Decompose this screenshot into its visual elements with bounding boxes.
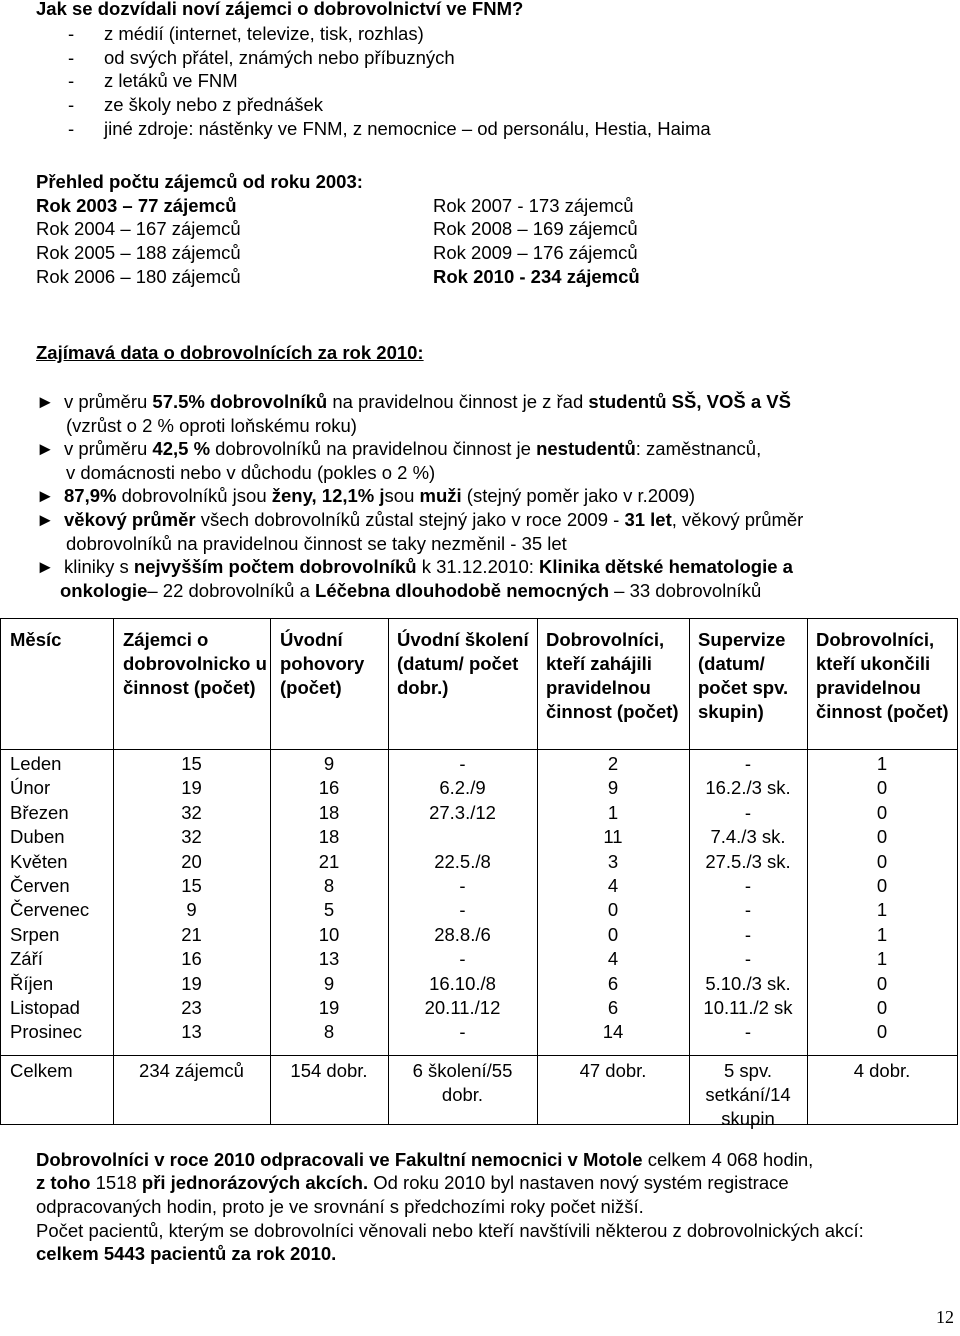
overview-year: Rok 2007 - 173 zájemců <box>433 195 634 216</box>
table-total-cell: dobr. <box>441 1084 484 1105</box>
overview-year: Rok 2005 – 188 zájemců <box>36 242 241 263</box>
table-cell: - <box>459 899 466 921</box>
footer-line-4: Počet pacientů, kterým se dobrovolníci věnovali nebo kteří navštívili některou z dobrovolnických akcí: <box>36 1220 864 1241</box>
table-cell: 13 <box>181 1021 202 1043</box>
fact-bullet-2-line2: v domácnosti nebo v důchodu (pokles o 2 %) <box>66 462 436 483</box>
table-cell: 0 <box>876 826 888 848</box>
fact-bullet-2: ► v průměru 42,5 % dobrovolníků na pravidelnou činnost je nestudentů: zaměstnanců, <box>36 438 762 459</box>
fact-bullet-4-line2: dobrovolníků na pravidelnou činnost se taky nezměnil - 35 let <box>66 533 567 554</box>
table-cell: 0 <box>876 850 888 872</box>
table-cell: 32 <box>181 801 202 823</box>
table-total-cell: 4 dobr. <box>853 1060 911 1081</box>
list-item: - <box>68 94 75 115</box>
table-cell: 10 <box>318 923 340 945</box>
table-cell: 16 <box>181 948 202 970</box>
table-cell: - <box>744 1021 752 1043</box>
table-cell: 5.10./3 sk. <box>705 972 791 994</box>
fact-bullet-5: ► kliniky s nejvyšším počtem dobrovolníků k 31.12.2010: Klinika dětské hematologie a <box>36 556 793 577</box>
table-total-cell: skupin <box>721 1108 775 1129</box>
table-row-month: Únor <box>10 777 51 799</box>
table-total-cell: 47 dobr. <box>579 1060 647 1081</box>
table-cell: - <box>744 923 752 945</box>
arrow-right-icon: ► <box>36 509 55 530</box>
table-cell: 21 <box>181 923 202 945</box>
table-cell: 5 <box>323 899 335 921</box>
table-cell: - <box>744 875 752 896</box>
table-row-month: Červenec <box>10 899 90 921</box>
table-cell: - <box>459 875 466 896</box>
table-cell: 3 <box>607 850 619 872</box>
overview-year: Rok 2004 – 167 zájemců <box>36 218 241 239</box>
fact-bullet-1-line2: (vzrůst o 2 % oproti loňskému roku) <box>66 415 357 436</box>
table-cell: 0 <box>876 801 888 823</box>
table-cell: 1 <box>876 948 888 970</box>
list-item-text: od svých přátel, známých nebo příbuzných <box>104 47 455 68</box>
table-cell: - <box>459 948 466 970</box>
table-cell: - <box>459 753 466 774</box>
table-row-month: Březen <box>10 801 69 823</box>
list-item: - <box>68 23 75 44</box>
table-cell: 0 <box>607 923 619 945</box>
table-cell: 4 <box>607 875 619 896</box>
overview-year: Rok 2003 – 77 zájemců <box>36 195 237 216</box>
table-total-label: Celkem <box>10 1060 73 1081</box>
table-cell: - <box>744 948 752 970</box>
overview-title: Přehled počtu zájemců od roku 2003: <box>36 171 363 192</box>
table-cell: 9 <box>186 899 197 921</box>
table-cell: 2 <box>607 753 619 774</box>
table-cell: 6.2./9 <box>439 777 486 799</box>
table-cell: 6 <box>607 997 619 1018</box>
footer-line-2: z toho 1518 při jednorázových akcích. Od roku 2010 byl nastaven nový systém registrace <box>36 1172 789 1193</box>
table-total-cell: setkání/14 <box>705 1084 791 1105</box>
table-cell: 27.5./3 sk. <box>705 850 791 872</box>
table-total-cell: 154 dobr. <box>290 1060 368 1081</box>
table-cell: 1 <box>607 801 619 823</box>
overview-year: Rok 2009 – 176 zájemců <box>433 242 638 263</box>
table-cell: 6 <box>607 972 619 994</box>
monthly-table <box>0 618 958 1129</box>
table-cell: 1 <box>876 899 888 921</box>
table-header: Dobrovolníci, kteří ukončili pravidelnou činnost (počet) <box>816 629 949 722</box>
table-cell: 7.4./3 sk. <box>710 826 786 848</box>
overview-year: Rok 2010 - 234 zájemců <box>433 266 640 287</box>
table-cell: 20 <box>181 850 202 872</box>
table-cell: - <box>459 1021 466 1043</box>
fact-bullet-4: ► věkový průměr všech dobrovolníků zůstal stejný jako v roce 2009 - 31 let, věkový průměr <box>36 509 804 530</box>
table-cell: 19 <box>181 777 202 799</box>
list-item: - <box>68 47 75 68</box>
table-cell: 9 <box>607 777 619 799</box>
table-cell: 20.11./12 <box>424 997 501 1018</box>
overview-year: Rok 2006 – 180 zájemců <box>36 266 241 287</box>
table-header: Zájemci o dobrovolnicko u činnost (počet) <box>123 629 267 698</box>
table-cell: 22.5./8 <box>434 850 491 872</box>
table-cell: 32 <box>181 826 202 848</box>
table-cell: 16.2./3 sk. <box>705 777 791 799</box>
table-cell: - <box>744 899 752 921</box>
arrow-right-icon: ► <box>36 485 55 506</box>
list-item-text: jiné zdroje: nástěnky ve FNM, z nemocnice – od personálu, Hestia, Haima <box>104 118 711 139</box>
footer-line-1: Dobrovolníci v roce 2010 odpracovali ve Fakultní nemocnici v Motole celkem 4 068 hodin, <box>36 1149 814 1170</box>
table-row-month: Říjen <box>10 972 54 994</box>
list-item: - <box>68 118 75 139</box>
table-header: Dobrovolníci, kteří zahájili pravidelnou činnost (počet) <box>546 629 679 722</box>
fact-bullet-3: ► 87,9% dobrovolníků jsou ženy, 12,1% jsou muži (stejný poměr jako v r.2009) <box>36 485 696 506</box>
arrow-right-icon: ► <box>36 391 55 412</box>
table-cell: 15 <box>181 753 202 774</box>
table-row-month: Leden <box>10 753 62 774</box>
table-row-month: Duben <box>10 826 65 848</box>
list-item: - <box>68 70 75 91</box>
table-row-month: Prosinec <box>10 1021 82 1043</box>
table-cell: 19 <box>318 997 340 1018</box>
page-heading: Jak se dozvídali noví zájemci o dobrovolnictví ve FNM? <box>36 0 524 19</box>
table-cell: 0 <box>876 1021 888 1043</box>
table-cell: 0 <box>876 777 888 799</box>
table-row-month: Květen <box>10 850 68 872</box>
table-row-month: Listopad <box>10 997 80 1018</box>
table-cell: 1 <box>876 753 888 774</box>
table-row-month: Červen <box>10 875 70 896</box>
table-cell: 1 <box>876 923 888 945</box>
facts-title: Zajímavá data o dobrovolnících za rok 2010: <box>36 342 424 363</box>
table-cell: - <box>744 801 752 823</box>
table-header: Úvodní pohovory (počet) <box>280 629 365 698</box>
footer-line-3: odpracovaných hodin, proto je ve srovnání s předchozími roky počet nižší. <box>36 1196 644 1217</box>
table-cell: 0 <box>607 899 619 921</box>
table-cell: 15 <box>181 875 202 896</box>
table-header: Supervize (datum/ počet spv. skupin) <box>698 629 789 722</box>
table-cell: 8 <box>323 875 335 896</box>
table-cell: 0 <box>876 997 888 1018</box>
table-cell: 9 <box>323 753 335 774</box>
table-cell: 10.11./2 sk <box>703 997 793 1018</box>
footer-line-5: celkem 5443 pacientů za rok 2010. <box>36 1243 337 1264</box>
table-cell: 0 <box>876 972 888 994</box>
list-item-text: z letáků ve FNM <box>104 70 238 91</box>
table-cell: 27.3./12 <box>429 801 496 823</box>
table-cell: 23 <box>181 997 202 1018</box>
table-cell: 9 <box>323 972 335 994</box>
table-cell: 14 <box>602 1021 624 1043</box>
table-cell: 19 <box>181 972 202 994</box>
table-row-month: Září <box>10 948 43 970</box>
table-cell: 16 <box>318 777 340 799</box>
table-cell: 18 <box>318 826 340 848</box>
table-cell: - <box>744 753 752 774</box>
table-header: Měsíc <box>10 629 62 650</box>
list-item-text: ze školy nebo z přednášek <box>104 94 324 115</box>
table-cell: 0 <box>876 875 888 896</box>
table-cell: 11 <box>603 826 623 848</box>
table-header: Úvodní školení (datum/ počet dobr.) <box>397 629 529 698</box>
page-number: 12 <box>936 1307 954 1327</box>
list-item-text: z médií (internet, televize, tisk, rozhlas) <box>104 23 424 44</box>
fact-bullet-5-line2: onkologie– 22 dobrovolníků a Léčebna dlouhodobě nemocných – 33 dobrovolníků <box>60 580 762 601</box>
arrow-right-icon: ► <box>36 556 55 577</box>
table-cell: 8 <box>323 1021 335 1043</box>
arrow-right-icon: ► <box>36 438 55 459</box>
table-cell: 28.8./6 <box>434 923 491 945</box>
table-cell: 4 <box>607 948 619 970</box>
table-cell: 18 <box>318 801 340 823</box>
table-row-month: Srpen <box>10 923 60 945</box>
table-cell: 13 <box>318 948 340 970</box>
table-cell: 16.10./8 <box>429 972 496 994</box>
table-cell: 21 <box>318 850 340 872</box>
table-total-cell: 6 školení/55 <box>412 1060 513 1081</box>
overview-year: Rok 2008 – 169 zájemců <box>433 218 638 239</box>
table-total-cell: 5 spv. <box>724 1060 772 1081</box>
fact-bullet-1: ► v průměru 57.5% dobrovolníků na pravidelnou činnost je z řad studentů SŠ, VOŠ a VŠ <box>36 391 791 412</box>
table-total-cell: 234 zájemců <box>139 1060 244 1081</box>
